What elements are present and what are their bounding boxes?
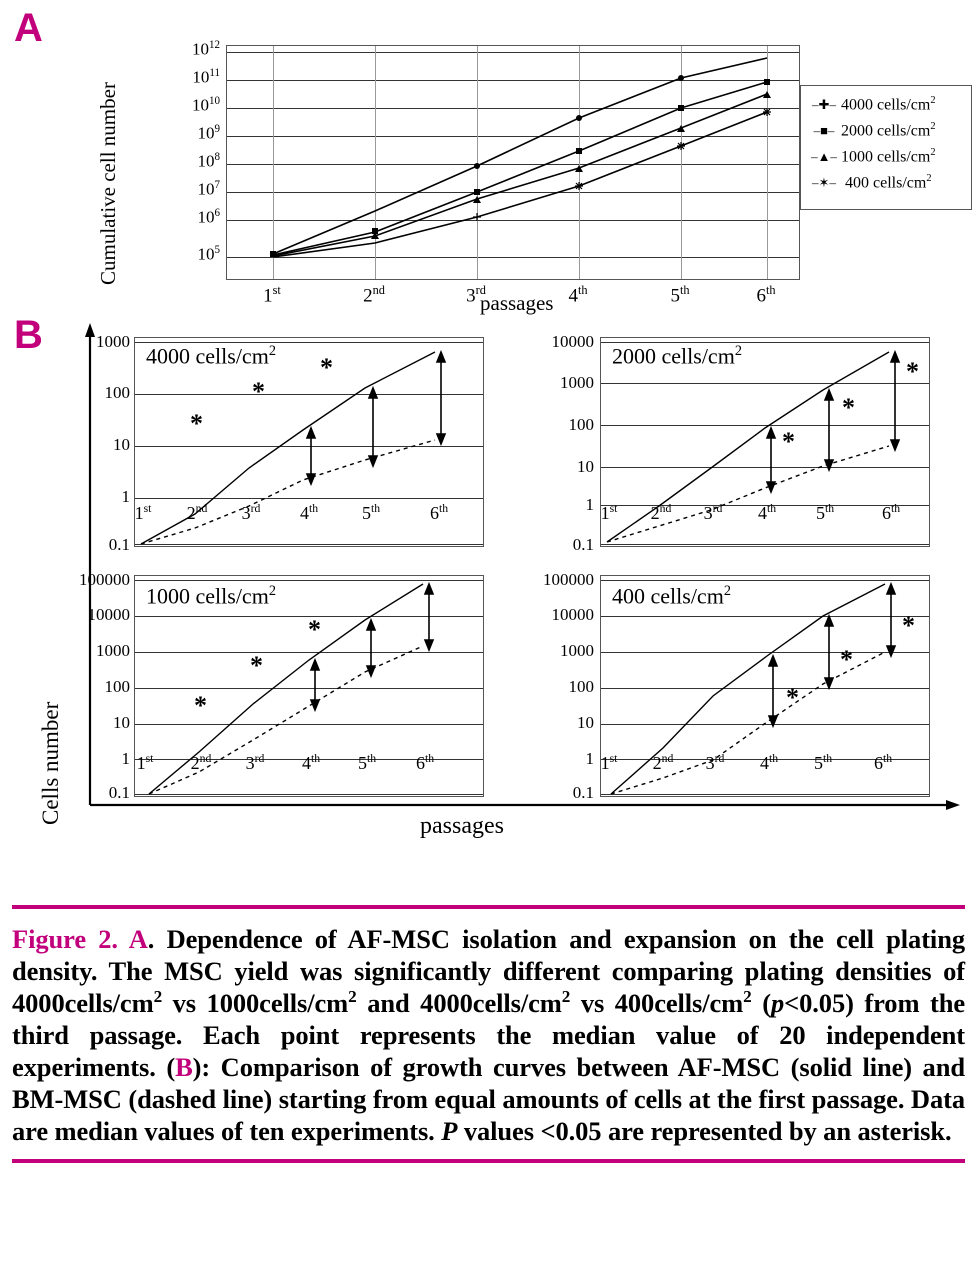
panel-a — [0, 0, 977, 315]
panel-b-y-axis-title: Cells number — [38, 701, 63, 825]
panel-a-xtick-3: 3rd — [466, 283, 486, 307]
panel-b4-xtick-2: 2nd — [652, 752, 674, 773]
panel-b1-ytick-100: 100 — [104, 383, 130, 402]
panel-b — [0, 305, 977, 865]
panel-b3-asterisk-2: * — [250, 651, 263, 680]
panel-b1-asterisk-3: * — [320, 353, 333, 382]
legend-label-4000: 4000 cells/$cm^2$ — [841, 95, 936, 114]
panel-a-ytick-1e8: $10^8$ — [197, 151, 220, 171]
legend-item-4000 — [807, 92, 963, 118]
panel-b4-xtick-6: 6th — [873, 752, 893, 773]
panel-b4-asterisk-1: * — [786, 683, 799, 712]
panel-b3-xtick-6: 6th — [415, 752, 435, 773]
panel-b3-ytick-10000: 10000 — [87, 605, 130, 624]
panel-b4-ytick-100: 100 — [568, 677, 594, 696]
panel-a-ytick-1e7: $10^7$ — [197, 179, 220, 199]
panel-b3-ytick-1000: 1000 — [96, 641, 130, 660]
panel-b2-asterisk-1: * — [782, 427, 795, 456]
panel-b3-asterisk-3: * — [308, 615, 321, 644]
legend-label-2000: 2000 cells/$cm^2$ — [841, 121, 936, 140]
panel-b2-xtick-1: 1st — [600, 502, 618, 523]
panel-a-plot-area — [226, 45, 800, 280]
legend-item-2000 — [807, 118, 963, 144]
panel-b2-xtick-2: 2nd — [650, 502, 672, 523]
panel-b4-xtick-3: 3rd — [705, 752, 725, 773]
legend-marker-triangle-icon: –▲– — [811, 149, 837, 164]
panel-b3-xtick-4: 4th — [301, 752, 321, 773]
panel-b2-xtick-5: 5th — [815, 502, 835, 523]
panel-b4-xtick-5: 5th — [813, 752, 833, 773]
panel-a-legend — [800, 85, 972, 210]
panel-b2-title: 2000 cells/$cm^2$ — [612, 343, 742, 369]
panel-b3-asterisk-1: * — [194, 691, 207, 720]
legend-marker-star-icon: –✶– — [812, 175, 836, 190]
panel-a-ytick-1e10: $10^{10}$ — [191, 95, 220, 115]
panel-b2-asterisk-2: * — [842, 393, 855, 422]
panel-b3-xtick-3: 3rd — [245, 752, 265, 773]
panel-b1-ytick-10: 10 — [113, 435, 130, 454]
panel-b2-xtick-6: 6th — [881, 502, 901, 523]
panel-b4-xtick-4: 4th — [759, 752, 779, 773]
caption-b-label: B — [175, 1052, 193, 1083]
panel-a-series-lines — [227, 46, 801, 281]
panel-b3-ytick-10: 10 — [113, 713, 130, 732]
panel-b1-asterisk-1: * — [190, 409, 203, 438]
caption-rule-bottom — [12, 1159, 965, 1163]
panel-b2-ytick-10: 10 — [577, 457, 594, 476]
caption-figure-label: Figure 2. A — [12, 924, 148, 954]
panel-b4-title: 400 cells/$cm^2$ — [612, 583, 731, 609]
panel-b4-ytick-1000: 1000 — [560, 641, 594, 660]
panel-b2-xtick-4: 4th — [757, 502, 777, 523]
panel-b3-ytick-0-1: 0.1 — [108, 783, 130, 802]
panel-a-ytick-1e11: $10^{11}$ — [192, 67, 220, 87]
panel-b1-ytick-1000: 1000 — [96, 332, 130, 351]
panel-a-xtick-1: 1st — [263, 283, 281, 307]
panel-b2-ytick-100: 100 — [568, 415, 594, 434]
panel-b3-ytick-100000: 100000 — [79, 570, 130, 589]
panel-b4-xtick-1: 1st — [600, 752, 618, 773]
panel-a-ytick-1e6: $10^6$ — [197, 207, 220, 227]
panel-b-x-axis-title: passages — [420, 813, 504, 839]
panel-a-ytick-1e12: $10^{12}$ — [191, 39, 220, 59]
panel-a-y-axis-title: Cumulative cell number — [96, 82, 120, 285]
caption-text: Figure 2. A. Dependence of AF-MSC isolation and expansion on the cell plating density. The MSC yield was significantly different comparing plating densities of $4000cells/cm^2$ vs $1000cells/cm^2$ and $4000cells/cm^2$ vs $400cells/cm^2$ (p<0.05) from the third passage. Each point represents the median value of 20 independent experiments. (B): Comparison of growth curves between AF-MSC (solid line) and BM-MSC (dashed line) starting from equal amounts of cells at the first passage. Data are median values of ten experiments. P values <0.05 are represented by an asterisk. — [12, 924, 965, 1147]
panel-b2-xtick-3: 3rd — [703, 502, 723, 523]
panel-b1-xtick-2: 2nd — [186, 502, 208, 523]
panel-b1-xtick-4: 4th — [299, 502, 319, 523]
panel-b4-ytick-1: 1 — [585, 749, 594, 768]
panel-b2-ytick-1000: 1000 — [560, 373, 594, 392]
caption-rule-top — [12, 905, 965, 909]
panel-b1-xtick-3: 3rd — [241, 502, 261, 523]
figure-caption — [12, 905, 965, 1163]
panel-b1-xtick-6: 6th — [429, 502, 449, 523]
legend-marker-plus-icon: –✚– — [812, 97, 836, 112]
panel-b4-ytick-100000: 100000 — [543, 570, 594, 589]
panel-b1-ytick-0-1: 0.1 — [108, 535, 130, 554]
panel-a-xtick-2: 2nd — [363, 283, 385, 307]
panel-b1-title: 4000 cells/$cm^2$ — [146, 343, 276, 369]
panel-b3-ytick-100: 100 — [104, 677, 130, 696]
panel-a-xtick-6: 6th — [756, 283, 776, 307]
panel-b4-asterisk-3: * — [902, 611, 915, 640]
panel-b1-ytick-1: 1 — [121, 487, 130, 506]
panel-b4-asterisk-2: * — [840, 645, 853, 674]
panel-b1-asterisk-2: * — [252, 377, 265, 406]
panel-b3-xtick-5: 5th — [357, 752, 377, 773]
panel-b1-xtick-1: 1st — [134, 502, 152, 523]
panel-b2-ytick-0-1: 0.1 — [572, 535, 594, 554]
panel-b-letter: B — [14, 313, 43, 357]
panel-b3-xtick-1: 1st — [136, 752, 154, 773]
panel-b2-ytick-1: 1 — [585, 495, 594, 514]
panel-a-xtick-4: 4th — [568, 283, 588, 307]
panel-b3-ytick-1: 1 — [121, 749, 130, 768]
panel-b4-ytick-10: 10 — [577, 713, 594, 732]
panel-b3-xtick-2: 2nd — [190, 752, 212, 773]
legend-marker-square-icon: –■– — [813, 123, 835, 138]
panel-b2-asterisk-3: * — [906, 357, 919, 386]
legend-item-1000 — [807, 144, 963, 170]
legend-item-400 — [807, 170, 963, 196]
panel-b4-ytick-10000: 10000 — [551, 605, 594, 624]
panel-b4-ytick-0-1: 0.1 — [572, 783, 594, 802]
panel-a-ytick-1e5: $10^5$ — [197, 244, 220, 264]
legend-label-1000: 1000 cells/$cm^2$ — [841, 147, 936, 166]
panel-a-letter: A — [14, 6, 43, 50]
legend-label-400: 400 cells/$cm^2$ — [845, 173, 932, 192]
panel-a-x-axis-title: passages — [480, 291, 554, 315]
panel-a-ytick-1e9: $10^9$ — [197, 123, 220, 143]
panel-b1-xtick-5: 5th — [361, 502, 381, 523]
panel-b2-ytick-10000: 10000 — [551, 332, 594, 351]
panel-b3-title: 1000 cells/$cm^2$ — [146, 583, 276, 609]
panel-a-xtick-5: 5th — [670, 283, 690, 307]
